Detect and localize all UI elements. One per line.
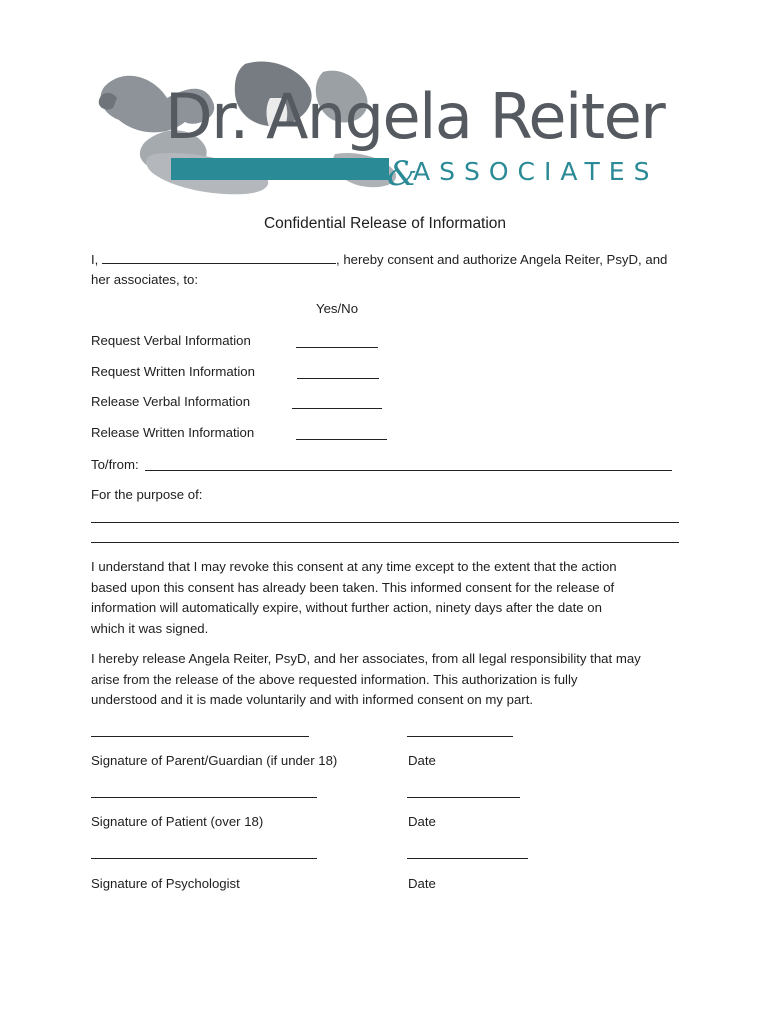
logo-associates-text: ASSOCIATES — [413, 157, 659, 186]
consent-prefix: I, — [91, 252, 99, 267]
psychologist-signature-line[interactable] — [91, 858, 317, 859]
to-from-blank[interactable] — [145, 470, 672, 471]
to-from-label: To/from: — [91, 457, 139, 472]
release-written-label: Release Written Information — [91, 425, 255, 440]
paragraph-line: I understand that I may revoke this consent at any time except to the extent that the action — [91, 559, 617, 574]
request-verbal-blank[interactable] — [296, 347, 378, 348]
logo-name-text: Dr. Angela Reiter — [165, 80, 665, 153]
patient-signature-label: Signature of Patient (over 18) — [91, 814, 264, 829]
practice-logo — [95, 58, 675, 208]
client-name-blank[interactable] — [102, 249, 336, 264]
purpose-blank-line-2[interactable] — [91, 542, 679, 543]
patient-date-line[interactable] — [407, 797, 520, 798]
form-title: Confidential Release of Information — [263, 215, 507, 232]
consent-middle: , hereby consent and authorize Angela Reiter, PsyD, and — [336, 252, 668, 267]
liability-release-paragraph — [91, 649, 691, 711]
psychologist-signature-label: Signature of Psychologist — [91, 876, 240, 891]
revocation-paragraph — [91, 557, 691, 639]
logo-ampersand: & — [387, 154, 418, 194]
logo-teal-bar — [171, 158, 389, 180]
patient-signature-line[interactable] — [91, 797, 317, 798]
request-written-blank[interactable] — [297, 378, 379, 379]
psychologist-date-line[interactable] — [407, 858, 528, 859]
paragraph-line: which it was signed. — [91, 620, 209, 636]
psychologist-date-label: Date — [408, 876, 436, 891]
parent-signature-label: Signature of Parent/Guardian (if under 18) — [91, 753, 338, 768]
parent-signature-line[interactable] — [91, 736, 309, 737]
consent-statement — [91, 249, 667, 271]
paragraph-line: arise from the release of the above requested information. This authorization is fully — [91, 671, 578, 687]
paragraph-line: understood and it is made voluntarily and with informed consent on my part. — [91, 692, 534, 708]
paragraph-line: based upon this consent has already been taken. This informed consent for the release of — [91, 579, 615, 595]
request-written-label: Request Written Information — [91, 364, 255, 379]
request-verbal-label: Request Verbal Information — [91, 333, 251, 348]
paragraph-line: information will automatically expire, without further action, ninety days after the date on — [91, 600, 602, 616]
purpose-blank-line-1[interactable] — [91, 522, 679, 523]
yes-no-header: Yes/No — [316, 301, 359, 316]
release-verbal-blank[interactable] — [292, 408, 382, 409]
consent-line-2: her associates, to: — [91, 272, 199, 287]
parent-date-label: Date — [408, 753, 436, 768]
release-written-blank[interactable] — [296, 439, 387, 440]
purpose-label: For the purpose of: — [91, 487, 203, 502]
release-verbal-label: Release Verbal Information — [91, 394, 251, 409]
paragraph-line: I hereby release Angela Reiter, PsyD, and her associates, from all legal responsibility that may — [91, 651, 641, 666]
patient-date-label: Date — [408, 814, 436, 829]
parent-date-line[interactable] — [407, 736, 513, 737]
